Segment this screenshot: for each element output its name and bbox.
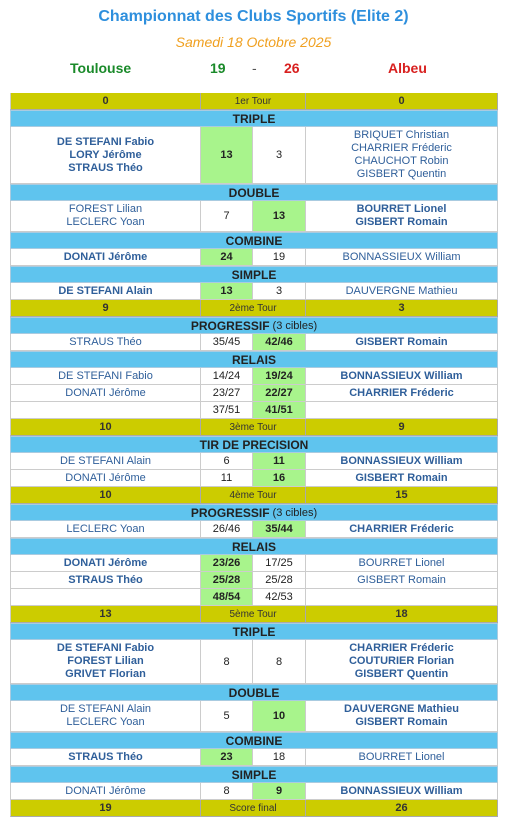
right-players bbox=[306, 201, 498, 232]
category-row bbox=[10, 732, 498, 749]
player-name: CHARRIER Fréderic bbox=[349, 386, 454, 399]
category-label: RELAIS bbox=[231, 352, 276, 367]
score-right: 19/24 bbox=[253, 368, 306, 385]
team-right-name: Albeu bbox=[388, 60, 427, 76]
score-right: 16 bbox=[253, 470, 306, 487]
score-left: 14/24 bbox=[201, 368, 253, 385]
player-name: GISBERT Quentin bbox=[356, 168, 447, 180]
left-players bbox=[10, 368, 201, 385]
match-row bbox=[10, 749, 498, 766]
category-sublabel: (3 cibles) bbox=[272, 319, 318, 332]
player-name: GRIVET Florian bbox=[65, 668, 146, 680]
tour-score-left: 10 bbox=[10, 419, 201, 436]
tour-score-right: 3 bbox=[306, 300, 498, 317]
right-players bbox=[306, 521, 498, 538]
left-players bbox=[10, 572, 201, 589]
score-left: 37/51 bbox=[201, 402, 253, 419]
score-left: 13 bbox=[201, 127, 253, 184]
left-players bbox=[10, 640, 201, 684]
player-name: LECLERC Yoan bbox=[66, 216, 145, 228]
score-right: 42/46 bbox=[253, 334, 306, 351]
page-title: Championnat des Clubs Sportifs (Elite 2) bbox=[98, 8, 409, 25]
tour-score-right: 26 bbox=[306, 800, 498, 817]
tour-row bbox=[10, 800, 498, 817]
left-players bbox=[10, 589, 201, 606]
player-name: BONNASSIEUX William bbox=[340, 784, 463, 797]
score-left: 23/26 bbox=[201, 555, 253, 572]
match-row bbox=[10, 334, 498, 351]
category-label: DOUBLE bbox=[228, 685, 280, 700]
tour-row bbox=[10, 487, 498, 504]
category-row bbox=[10, 766, 498, 783]
category-sublabel: (3 cibles) bbox=[272, 506, 318, 519]
match-row bbox=[10, 521, 498, 538]
match-row bbox=[10, 385, 498, 402]
match-row bbox=[10, 470, 498, 487]
match-date: Samedi 18 Octobre 2025 bbox=[175, 34, 332, 50]
category-row bbox=[10, 232, 498, 249]
tour-row bbox=[10, 93, 498, 110]
tour-score-left: 13 bbox=[10, 606, 201, 623]
match-row bbox=[10, 201, 498, 232]
right-players bbox=[306, 385, 498, 402]
right-players bbox=[306, 640, 498, 684]
player-name: DE STEFANI Alain bbox=[59, 703, 152, 715]
player-name: STRAUS Théo bbox=[68, 750, 143, 763]
match-row bbox=[10, 783, 498, 800]
score-left: 6 bbox=[201, 453, 253, 470]
left-players bbox=[10, 402, 201, 419]
category-label: TIR DE PRECISION bbox=[199, 437, 309, 452]
category-row bbox=[10, 266, 498, 283]
score-right: 17/25 bbox=[253, 555, 306, 572]
right-players bbox=[306, 589, 498, 606]
category-label: PROGRESSIF bbox=[190, 505, 270, 520]
category-row bbox=[10, 110, 498, 127]
right-players bbox=[306, 783, 498, 800]
left-players bbox=[10, 521, 201, 538]
team-left-name: Toulouse bbox=[70, 60, 132, 76]
score-left: 26/46 bbox=[201, 521, 253, 538]
category-label: PROGRESSIF bbox=[190, 318, 270, 333]
left-players bbox=[10, 453, 201, 470]
left-players bbox=[10, 249, 201, 266]
right-players bbox=[306, 283, 498, 300]
tour-score-left: 10 bbox=[10, 487, 201, 504]
category-row bbox=[10, 623, 498, 640]
player-name: GISBERT Quentin bbox=[354, 668, 449, 680]
score-right: 8 bbox=[253, 640, 306, 684]
tour-score-left: 19 bbox=[10, 800, 201, 817]
right-players bbox=[306, 334, 498, 351]
player-name: DE STEFANI Fabio bbox=[56, 135, 155, 148]
right-players bbox=[306, 749, 498, 766]
player-name: DE STEFANI Alain bbox=[58, 284, 153, 297]
player-name: GISBERT Romain bbox=[355, 716, 448, 728]
category-row bbox=[10, 351, 498, 368]
score-right: 19 bbox=[253, 249, 306, 266]
category-row bbox=[10, 538, 498, 555]
tour-score-right: 9 bbox=[306, 419, 498, 436]
player-name: CHARRIER Fréderic bbox=[351, 142, 452, 154]
match-row bbox=[10, 701, 498, 732]
team-left-score: 19 bbox=[210, 60, 226, 76]
right-players bbox=[306, 249, 498, 266]
match-row bbox=[10, 127, 498, 184]
player-name: GISBERT Romain bbox=[355, 471, 448, 484]
tour-score-right: 18 bbox=[306, 606, 498, 623]
score-right: 13 bbox=[253, 201, 306, 232]
player-name: BONNASSIEUX William bbox=[340, 369, 463, 382]
score-right: 3 bbox=[253, 283, 306, 300]
player-name: DONATI Jérôme bbox=[63, 556, 148, 569]
player-name: FOREST Lilian bbox=[67, 655, 144, 667]
left-players bbox=[10, 783, 201, 800]
score-right: 22/27 bbox=[253, 385, 306, 402]
player-name: DONATI Jérôme bbox=[63, 250, 148, 263]
left-players bbox=[10, 701, 201, 732]
match-row bbox=[10, 453, 498, 470]
category-label: SIMPLE bbox=[231, 267, 277, 282]
player-name: GISBERT Romain bbox=[355, 216, 448, 228]
player-name: GISBERT Romain bbox=[355, 335, 448, 348]
left-players bbox=[10, 127, 201, 184]
player-name: STRAUS Théo bbox=[68, 573, 143, 586]
tour-label: Score final bbox=[201, 800, 306, 817]
score-left: 23 bbox=[201, 749, 253, 766]
player-name: DONATI Jérôme bbox=[65, 386, 146, 399]
match-row bbox=[10, 249, 498, 266]
player-name: FOREST Lilian bbox=[68, 203, 143, 215]
right-players bbox=[306, 555, 498, 572]
left-players bbox=[10, 749, 201, 766]
score-left: 23/27 bbox=[201, 385, 253, 402]
tour-row bbox=[10, 300, 498, 317]
results-board bbox=[10, 93, 498, 817]
tour-score-left: 0 bbox=[10, 93, 201, 110]
score-left: 48/54 bbox=[201, 589, 253, 606]
score-left: 8 bbox=[201, 640, 253, 684]
right-players bbox=[306, 402, 498, 419]
tour-label: 5ème Tour bbox=[201, 606, 306, 623]
score-left: 8 bbox=[201, 783, 253, 800]
category-row bbox=[10, 184, 498, 201]
tour-score-right: 15 bbox=[306, 487, 498, 504]
score-left: 5 bbox=[201, 701, 253, 732]
score-right: 9 bbox=[253, 783, 306, 800]
left-players bbox=[10, 201, 201, 232]
player-name: COUTURIER Florian bbox=[348, 655, 455, 667]
score-separator: - bbox=[252, 60, 257, 76]
match-header bbox=[0, 0, 507, 92]
player-name: CHARRIER Fréderic bbox=[349, 522, 454, 535]
player-name: DONATI Jérôme bbox=[65, 471, 146, 484]
match-row bbox=[10, 640, 498, 684]
score-right: 42/53 bbox=[253, 589, 306, 606]
player-name: DE STEFANI Fabio bbox=[56, 642, 155, 654]
category-label: SIMPLE bbox=[231, 767, 277, 782]
team-right-score: 26 bbox=[284, 60, 300, 76]
category-row bbox=[10, 684, 498, 701]
score-left: 13 bbox=[201, 283, 253, 300]
player-name: BONNASSIEUX William bbox=[340, 454, 463, 467]
score-right: 11 bbox=[253, 453, 306, 470]
player-name: DAUVERGNE Mathieu bbox=[344, 703, 459, 715]
category-row bbox=[10, 317, 498, 334]
tour-label: 3ème Tour bbox=[201, 419, 306, 436]
player-name: BONNASSIEUX William bbox=[342, 250, 461, 263]
score-right: 41/51 bbox=[253, 402, 306, 419]
score-right: 35/44 bbox=[253, 521, 306, 538]
match-row bbox=[10, 589, 498, 606]
player-name: BOURRET Lionel bbox=[358, 556, 445, 569]
score-right: 3 bbox=[253, 127, 306, 184]
player-name: LECLERC Yoan bbox=[66, 522, 145, 535]
player-name: CHAUCHOT Robin bbox=[354, 155, 449, 167]
tour-label: 1er Tour bbox=[201, 93, 306, 110]
right-players bbox=[306, 368, 498, 385]
left-players bbox=[10, 555, 201, 572]
player-name: GISBERT Romain bbox=[357, 573, 446, 586]
right-players bbox=[306, 701, 498, 732]
teams-scoreline bbox=[0, 60, 507, 78]
player-name: LECLERC Yoan bbox=[66, 716, 145, 728]
score-right: 18 bbox=[253, 749, 306, 766]
category-row bbox=[10, 436, 498, 453]
player-name: DONATI Jérôme bbox=[65, 784, 146, 797]
category-label: COMBINE bbox=[225, 733, 283, 748]
tour-label: 2ème Tour bbox=[201, 300, 306, 317]
right-players bbox=[306, 470, 498, 487]
tour-score-right: 0 bbox=[306, 93, 498, 110]
category-label: RELAIS bbox=[231, 539, 276, 554]
right-players bbox=[306, 127, 498, 184]
tour-label: 4ème Tour bbox=[201, 487, 306, 504]
right-players bbox=[306, 572, 498, 589]
match-row bbox=[10, 572, 498, 589]
score-left: 35/45 bbox=[201, 334, 253, 351]
left-players bbox=[10, 385, 201, 402]
match-row bbox=[10, 283, 498, 300]
player-name: BRIQUET Christian bbox=[353, 129, 450, 141]
player-name: BOURRET Lionel bbox=[358, 750, 445, 763]
category-label: TRIPLE bbox=[232, 111, 276, 126]
score-right: 10 bbox=[253, 701, 306, 732]
tour-row bbox=[10, 606, 498, 623]
category-label: TRIPLE bbox=[232, 624, 276, 639]
category-label: COMBINE bbox=[225, 233, 283, 248]
player-name: DAUVERGNE Mathieu bbox=[345, 284, 458, 297]
score-left: 24 bbox=[201, 249, 253, 266]
category-row bbox=[10, 504, 498, 521]
match-row bbox=[10, 368, 498, 385]
match-row bbox=[10, 555, 498, 572]
score-left: 25/28 bbox=[201, 572, 253, 589]
left-players bbox=[10, 283, 201, 300]
player-name: CHARRIER Fréderic bbox=[349, 642, 454, 654]
score-left: 11 bbox=[201, 470, 253, 487]
player-name: BOURRET Lionel bbox=[356, 203, 447, 215]
player-name: DE STEFANI Alain bbox=[59, 454, 152, 467]
match-row bbox=[10, 402, 498, 419]
score-right: 25/28 bbox=[253, 572, 306, 589]
tour-score-left: 9 bbox=[10, 300, 201, 317]
player-name: STRAUS Théo bbox=[69, 335, 142, 348]
right-players bbox=[306, 453, 498, 470]
player-name: STRAUS Théo bbox=[68, 161, 143, 174]
left-players bbox=[10, 470, 201, 487]
player-name: LORY Jérôme bbox=[69, 148, 142, 161]
tour-row bbox=[10, 419, 498, 436]
category-label: DOUBLE bbox=[228, 185, 280, 200]
score-left: 7 bbox=[201, 201, 253, 232]
player-name: DE STEFANI Fabio bbox=[58, 369, 153, 382]
left-players bbox=[10, 334, 201, 351]
